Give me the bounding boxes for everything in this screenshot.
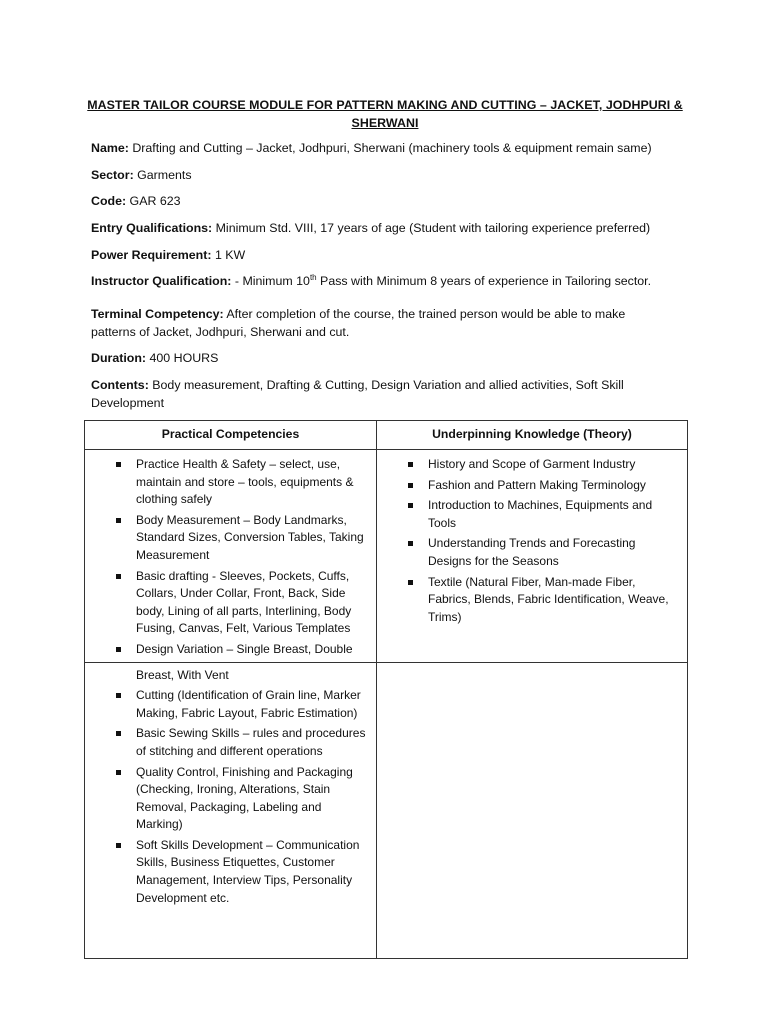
list-item-text: Fashion and Pattern Making Terminology xyxy=(428,477,646,492)
bullet-icon xyxy=(116,843,121,848)
list-item xyxy=(377,497,687,532)
bullet-icon xyxy=(116,574,121,579)
name-value: Drafting and Cutting – Jacket, Jodhpuri, Sherwani (machinery tools & equipment remain same) xyxy=(128,141,652,155)
instructor-qualification-label: Instructor Qualification: xyxy=(91,274,232,288)
list-item xyxy=(85,456,376,509)
list-item xyxy=(85,725,376,760)
instructor-qualification-value-b: Pass with Minimum 8 years of experience in Tailoring sector. xyxy=(316,274,652,288)
list-item xyxy=(377,574,687,627)
contents-value: Body measurement, Drafting & Cutting, Design Variation and allied activities, Soft Skill Development xyxy=(91,378,624,410)
duration-label: Duration: xyxy=(91,351,147,365)
table-row xyxy=(85,450,688,663)
code-field xyxy=(91,192,681,210)
document-title: MASTER TAILOR COURSE MODULE FOR PATTERN MAKING AND CUTTING – JACKET, JODHPURI & SHERWANI xyxy=(87,98,683,130)
list-item xyxy=(377,535,687,570)
bullet-icon xyxy=(116,518,121,523)
sector-value: Garments xyxy=(133,168,192,182)
table-header-row xyxy=(85,421,688,450)
header-practical-competencies: Practical Competencies xyxy=(85,421,377,450)
list-item xyxy=(85,764,376,834)
bullet-icon xyxy=(116,731,121,736)
list-item xyxy=(85,568,376,638)
code-value: GAR 623 xyxy=(126,194,181,208)
terminal-competency-field xyxy=(91,305,651,341)
power-requirement-field xyxy=(91,246,681,264)
bullet-icon xyxy=(116,770,121,775)
list-item xyxy=(85,641,376,659)
power-requirement-value: 1 KW xyxy=(211,248,246,262)
bullet-icon xyxy=(408,580,413,585)
instructor-qualification-value-a: - Minimum 10 xyxy=(231,274,310,288)
bullet-icon xyxy=(408,483,413,488)
entry-qualifications-value: Minimum Std. VIII, 17 years of age (Student with tailoring experience preferred) xyxy=(212,221,651,235)
list-item-text: Introduction to Machines, Equipments and Tools xyxy=(428,498,653,530)
contents-label: Contents: xyxy=(91,378,149,392)
list-item xyxy=(85,512,376,565)
list-item-text: Quality Control, Finishing and Packaging (Checking, Ironing, Alterations, Stain Removal, Packaging, Labeling and Marking) xyxy=(136,764,353,832)
list-item xyxy=(85,837,376,907)
entry-qualifications-field xyxy=(91,219,681,237)
list-item-text: Soft Skills Development – Communication Skills, Business Etiquettes, Customer Management, Interview Tips, Personality Development etc. xyxy=(136,837,360,905)
list-item-text: Cutting (Identification of Grain line, Marker Making, Fabric Layout, Fabric Estimation) xyxy=(136,688,361,720)
bullet-icon xyxy=(408,462,413,467)
list-item-text: History and Scope of Garment Industry xyxy=(428,457,636,471)
entry-qualifications-label: Entry Qualifications: xyxy=(91,221,213,235)
bullet-icon xyxy=(116,462,121,467)
list-item-text: Design Variation – Single Breast, Double xyxy=(136,641,353,656)
power-requirement-label: Power Requirement: xyxy=(91,248,212,262)
terminal-competency-value: After completion of the course, the trained person would be able to make patterns of Jacket, Jodhpuri, Sherwani and cut. xyxy=(91,307,626,339)
bullet-icon xyxy=(408,541,413,546)
list-item-text: Basic Sewing Skills – rules and procedures of stitching and different operations xyxy=(136,726,366,758)
bullet-icon xyxy=(116,693,121,698)
practical-cell-2 xyxy=(85,662,377,958)
list-item-text: Practice Health & Safety – select, use, maintain and store – tools, equipments & clothing safely xyxy=(136,457,354,507)
sector-label: Sector: xyxy=(91,168,134,182)
duration-value: 400 HOURS xyxy=(146,351,219,365)
terminal-competency-label: Terminal Competency: xyxy=(91,307,224,321)
list-item-text: Basic drafting - Sleeves, Pockets, Cuffs, Collars, Under Collar, Front, Back, Side body, Lining of all parts, Interlining, Body Fusing, Canvas, Felt, Various Templates xyxy=(136,568,352,636)
competency-table xyxy=(84,420,688,959)
list-item xyxy=(85,687,376,722)
theory-cell-2 xyxy=(377,662,688,958)
practical-cell-1 xyxy=(85,450,377,663)
list-item-text: Textile (Natural Fiber, Man-made Fiber, Fabrics, Blends, Fabric Identification, Weave, Trims) xyxy=(428,574,669,624)
list-item xyxy=(377,477,687,495)
code-label: Code: xyxy=(91,194,127,208)
contents-field xyxy=(91,376,651,412)
theory-cell-1 xyxy=(377,450,688,663)
list-item-text: Body Measurement – Body Landmarks, Standard Sizes, Conversion Tables, Taking Measurement xyxy=(136,512,364,562)
name-field xyxy=(91,139,681,157)
instructor-qualification-field xyxy=(91,272,681,290)
list-item-text: Understanding Trends and Forecasting Designs for the Seasons xyxy=(428,536,636,568)
header-underpinning-knowledge: Underpinning Knowledge (Theory) xyxy=(377,421,688,450)
sector-field xyxy=(91,166,681,184)
duration-field xyxy=(91,349,681,367)
instructor-qualification-superscript: th xyxy=(309,272,317,282)
bullet-icon xyxy=(116,647,121,652)
list-item xyxy=(377,456,687,474)
list-item-continuation: Breast, With Vent xyxy=(136,667,229,682)
bullet-icon xyxy=(408,503,413,508)
name-label: Name: xyxy=(91,141,129,155)
table-row xyxy=(85,662,688,958)
